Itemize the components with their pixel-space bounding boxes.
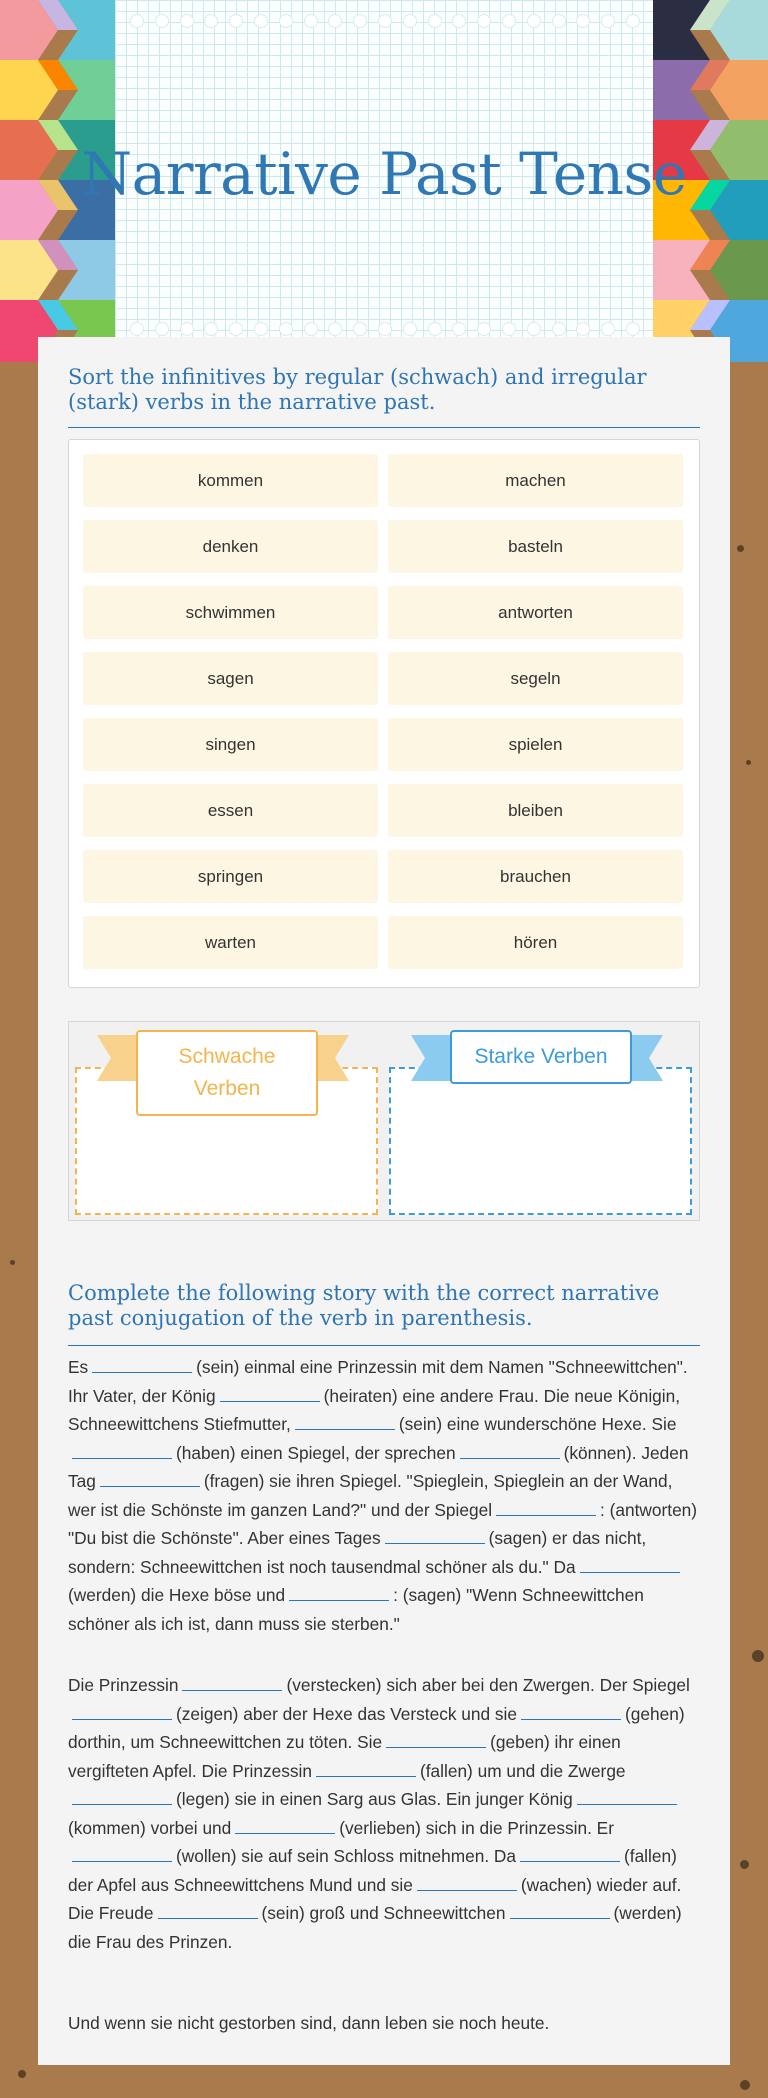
verb-tile[interactable]: antworten bbox=[388, 586, 683, 639]
category-label-weak: Schwache Verben bbox=[136, 1030, 318, 1116]
binder-holes-bottom bbox=[130, 322, 640, 336]
answer-blank[interactable] bbox=[72, 1844, 172, 1862]
answer-blank[interactable] bbox=[580, 1555, 680, 1573]
speckle bbox=[737, 545, 744, 552]
verb-tile[interactable]: springen bbox=[83, 850, 378, 903]
answer-blank[interactable] bbox=[460, 1441, 560, 1459]
verb-tile[interactable]: machen bbox=[388, 454, 683, 507]
answer-blank[interactable] bbox=[92, 1355, 192, 1373]
answer-blank[interactable] bbox=[235, 1816, 335, 1834]
speckle bbox=[746, 760, 751, 765]
answer-blank[interactable] bbox=[521, 1702, 621, 1720]
speckle bbox=[740, 1860, 749, 1869]
speckle bbox=[18, 2070, 26, 2078]
answer-blank[interactable] bbox=[220, 1384, 320, 1402]
answer-blank[interactable] bbox=[577, 1787, 677, 1805]
answer-blank[interactable] bbox=[510, 1901, 610, 1919]
answer-blank[interactable] bbox=[386, 1730, 486, 1748]
verb-tiles-container bbox=[68, 439, 700, 988]
story-paragraph-1: Es (sein) einmal eine Prinzessin mit dem Namen "Schneewittchen". Ihr Vater, der König (heiraten) eine andere Frau. Die neue Königin, Schneewittchens Stiefmutter, (sein) eine wunderschöne Hexe. Sie(haben) einen Spiegel, der sprechen (können). Jeden Tag (fragen) sie ihren Spiegel. "Spieglein, Spieglein an der Wand, wer ist die Schönste im ganzen Land?" und der Spiegel : (antworten) "Du bist die Schönste". Aber eines Tages (sagen) er das nicht, sondern: Schneewittchen ist noch tausendmal schöner als du." Da(werden) die Hexe böse und : (sagen) "Wenn Schneewittchen schöner als ich ist, dann muss sie sterben." bbox=[68, 1357, 698, 1634]
speckle bbox=[752, 1650, 764, 1662]
story-paragraph-2: Die Prinzessin (verstecken) sich aber bei den Zwergen. Der Spiegel(zeigen) aber der Hexe das Versteck und sie (gehen) dorthin, um Schneewittchen zu töten. Sie (geben) ihr einen vergifteten Apfel. Die Prinzessin (fallen) um und die Zwerge(legen) sie in einen Sarg aus Glas. Ein junger König(kommen) vorbei und (verlieben) sich in die Prinzessin. Er(wollen) sie auf sein Schloss mitnehmen. Da (fallen) der Apfel aus Schneewittchens Mund und sie (wachen) wieder auf. Die Freude (sein) groß und Schneewittchen (werden) die Frau des Prinzen. bbox=[68, 1675, 690, 1952]
answer-blank[interactable] bbox=[100, 1469, 200, 1487]
binder-holes-top bbox=[130, 14, 640, 28]
answer-blank[interactable] bbox=[72, 1441, 172, 1459]
verb-tile[interactable]: spielen bbox=[388, 718, 683, 771]
answer-blank[interactable] bbox=[289, 1583, 389, 1601]
verb-tile[interactable]: hören bbox=[388, 916, 683, 969]
speckle bbox=[740, 2080, 750, 2090]
verb-tile[interactable]: denken bbox=[83, 520, 378, 573]
verb-tile[interactable]: basteln bbox=[388, 520, 683, 573]
verb-tile[interactable]: brauchen bbox=[388, 850, 683, 903]
verb-tile[interactable]: sagen bbox=[83, 652, 378, 705]
answer-blank[interactable] bbox=[316, 1759, 416, 1777]
ribbon-tail-strong-left bbox=[411, 1035, 451, 1081]
answer-blank[interactable] bbox=[496, 1498, 596, 1516]
verb-tile[interactable]: bleiben bbox=[388, 784, 683, 837]
verb-tile[interactable]: segeln bbox=[388, 652, 683, 705]
answer-blank[interactable] bbox=[520, 1844, 620, 1862]
answer-blank[interactable] bbox=[385, 1526, 485, 1544]
divider bbox=[68, 1345, 700, 1346]
header-banner bbox=[0, 0, 768, 362]
verb-tile[interactable]: essen bbox=[83, 784, 378, 837]
story-instruction: Complete the following story with the correct narrative past conjugation of the verb in parenthesis. bbox=[68, 1281, 660, 1330]
drop-zone-strong[interactable] bbox=[389, 1067, 692, 1215]
category-label-strong: Starke Verben bbox=[450, 1030, 632, 1084]
answer-blank[interactable] bbox=[182, 1673, 282, 1691]
story-ending: Und wenn sie nicht gestorben sind, dann leben sie noch heute. bbox=[68, 2013, 550, 2033]
answer-blank[interactable] bbox=[158, 1901, 258, 1919]
answer-blank[interactable] bbox=[72, 1787, 172, 1805]
speckle bbox=[10, 1260, 15, 1265]
page-title: Narrative Past Tense bbox=[81, 140, 687, 208]
answer-blank[interactable] bbox=[72, 1702, 172, 1720]
verb-tile[interactable]: warten bbox=[83, 916, 378, 969]
verb-tile[interactable]: singen bbox=[83, 718, 378, 771]
sort-area bbox=[68, 1021, 700, 1221]
verb-tile[interactable]: kommen bbox=[83, 454, 378, 507]
divider bbox=[68, 427, 700, 428]
ribbon-tail-weak-left bbox=[97, 1035, 137, 1081]
answer-blank[interactable] bbox=[417, 1873, 517, 1891]
sort-instruction: Sort the infinitives by regular (schwach) and irregular (stark) verbs in the narrative past. bbox=[68, 365, 647, 414]
answer-blank[interactable] bbox=[295, 1412, 395, 1430]
worksheet-card bbox=[38, 337, 730, 2065]
verb-tile[interactable]: schwimmen bbox=[83, 586, 378, 639]
